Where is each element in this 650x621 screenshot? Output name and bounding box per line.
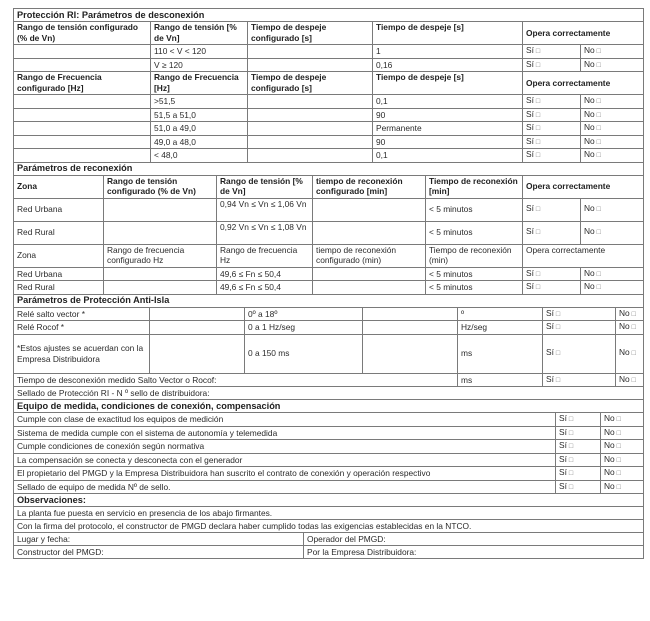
time-configured-field[interactable]	[248, 45, 373, 59]
time-configured-field[interactable]	[248, 95, 373, 109]
configured-field[interactable]	[104, 267, 217, 281]
unit-label: º	[458, 307, 543, 321]
no-checkbox[interactable]: No □	[604, 413, 621, 423]
yes-checkbox[interactable]: Sí □	[559, 454, 573, 464]
time-configured-field[interactable]	[248, 58, 373, 72]
setting-range: 0 a 1 Hz/seg	[245, 321, 363, 335]
range-value: 0,92 Vn ≤ Vn ≤ 1,08 Vn	[217, 221, 313, 244]
col-header: Opera correctamente	[523, 244, 644, 267]
yes-checkbox[interactable]: Sí □	[526, 226, 540, 236]
relay-label: Relé salto vector *	[14, 307, 150, 321]
col-header: Opera correctamente	[523, 72, 644, 95]
table-row	[14, 440, 644, 454]
yes-checkbox[interactable]: Sí □	[526, 136, 540, 146]
configured-field[interactable]	[14, 58, 151, 72]
configured-field[interactable]	[104, 221, 217, 244]
table-row	[14, 426, 644, 440]
configured-field[interactable]	[14, 122, 151, 136]
time-configured-field[interactable]	[248, 149, 373, 163]
col-header: tiempo de reconexión configurado (min)	[313, 244, 426, 267]
configured-field[interactable]	[14, 149, 151, 163]
table-row	[14, 307, 644, 321]
col-header: Opera correctamente	[523, 22, 644, 45]
range-value: 51,0 a 49,0	[151, 122, 248, 136]
no-checkbox[interactable]: No □	[604, 454, 621, 464]
yes-checkbox[interactable]: Sí □	[526, 281, 540, 291]
no-checkbox[interactable]: No □	[584, 149, 601, 159]
no-checkbox[interactable]: No □	[584, 122, 601, 132]
yes-checkbox[interactable]: Sí □	[526, 45, 540, 55]
no-checkbox[interactable]: No □	[604, 467, 621, 477]
value-field[interactable]	[150, 321, 245, 335]
yes-checkbox[interactable]: Sí □	[526, 95, 540, 105]
table-row	[14, 321, 644, 335]
unit-label: ms	[458, 334, 543, 373]
time-configured-field[interactable]	[313, 267, 426, 281]
value-field[interactable]	[150, 307, 245, 321]
col-header: Tiempo de reconexión (min)	[426, 244, 523, 267]
no-checkbox[interactable]: No □	[584, 268, 601, 278]
table-row	[14, 149, 644, 163]
col-header: tiempo de reconexión configurado [min]	[313, 175, 426, 198]
check-label: Sistema de medida cumple con el sistema de autonomía y telemedida	[14, 426, 556, 440]
section-title-anti-island: Parámetros de Protección Anti-Isla	[14, 294, 644, 307]
range-value: 110 < V < 120	[151, 45, 248, 59]
time-configured-field[interactable]	[313, 198, 426, 221]
yes-checkbox[interactable]: Sí □	[559, 427, 573, 437]
range-value: 49,6 ≤ Fn ≤ 50,4	[217, 281, 313, 295]
zone-label: Red Urbana	[14, 198, 104, 221]
col-header: Rango de tensión configurado (% de Vn)	[14, 22, 151, 45]
measured-field[interactable]	[363, 307, 458, 321]
yes-checkbox[interactable]: Sí □	[526, 268, 540, 278]
time-configured-field[interactable]	[248, 135, 373, 149]
time-value: < 5 minutos	[426, 198, 523, 221]
relay-label: Relé Rocof *	[14, 321, 150, 335]
range-value: >51,5	[151, 95, 248, 109]
col-header: Rango de tensión [% de Vn]	[151, 22, 248, 45]
yes-checkbox[interactable]: Sí □	[526, 149, 540, 159]
table-row	[14, 135, 644, 149]
table-row	[14, 198, 644, 221]
col-header: Tiempo de despeje [s]	[373, 72, 523, 95]
setting-range: 0º a 18º	[245, 307, 363, 321]
no-checkbox[interactable]: No □	[619, 321, 636, 331]
no-checkbox[interactable]: No □	[619, 374, 636, 384]
disconnection-table	[13, 8, 644, 163]
table-row	[14, 413, 644, 427]
col-header: Tiempo de despeje configurado [s]	[248, 72, 373, 95]
yes-checkbox[interactable]: Sí □	[559, 481, 573, 491]
check-label: La compensación se conecta y desconecta con el generador	[14, 453, 556, 467]
measured-field[interactable]	[363, 334, 458, 373]
place-date-field[interactable]: Lugar y fecha:	[14, 533, 304, 546]
table-row	[14, 453, 644, 467]
no-checkbox[interactable]: No □	[619, 308, 636, 318]
yes-checkbox[interactable]: Sí □	[526, 122, 540, 132]
configured-field[interactable]	[104, 281, 217, 295]
measured-time-label: Tiempo de desconexión medido Salto Vector o Rocof:	[14, 373, 458, 387]
check-label: Cumple con clase de exactitud los equipos de medición	[14, 413, 556, 427]
unit-label: ms	[458, 373, 543, 387]
time-value: 0,1	[373, 95, 523, 109]
col-header: Tiempo de reconexión [min]	[426, 175, 523, 198]
col-header: Zona	[14, 175, 104, 198]
zone-label: Red Rural	[14, 221, 104, 244]
yes-checkbox[interactable]: Sí □	[526, 109, 540, 119]
time-configured-field[interactable]	[313, 221, 426, 244]
time-value: 90	[373, 108, 523, 122]
table-row	[14, 95, 644, 109]
configured-field[interactable]	[14, 45, 151, 59]
col-header: Rango de tensión configurado (% de Vn)	[104, 175, 217, 198]
section-title-observations: Observaciones:	[14, 494, 644, 507]
col-header: Rango de tensión [% de Vn]	[217, 175, 313, 198]
yes-checkbox[interactable]: Sí □	[559, 413, 573, 423]
time-configured-field[interactable]	[248, 108, 373, 122]
table-row	[14, 45, 644, 59]
configured-field[interactable]	[14, 135, 151, 149]
range-value: 0,94 Vn ≤ Vn ≤ 1,06 Vn	[217, 198, 313, 221]
col-header: Rango de Frecuencia [Hz]	[151, 72, 248, 95]
configured-field[interactable]	[104, 198, 217, 221]
range-value: < 48,0	[151, 149, 248, 163]
range-value: 51,5 a 51,0	[151, 108, 248, 122]
no-checkbox[interactable]: No □	[584, 226, 601, 236]
commissioning-protocol-form	[13, 8, 643, 559]
table-row	[14, 267, 644, 281]
col-header: Tiempo de despeje configurado [s]	[248, 22, 373, 45]
measurement-table	[13, 399, 644, 494]
table-row	[14, 281, 644, 295]
setting-range: 0 a 150 ms	[245, 334, 363, 373]
reconnection-table	[13, 162, 644, 295]
col-header: Zona	[14, 244, 104, 267]
time-configured-field[interactable]	[248, 122, 373, 136]
table-row	[14, 373, 644, 387]
time-configured-field[interactable]	[313, 281, 426, 295]
yes-checkbox[interactable]: Sí □	[526, 59, 540, 69]
time-value: 1	[373, 45, 523, 59]
col-header: Rango de frecuencia configurado Hz	[104, 244, 217, 267]
observations-table	[13, 493, 644, 559]
section-title-reconnection: Parámetros de reconexión	[14, 162, 644, 175]
table-row	[14, 467, 644, 481]
value-field[interactable]	[150, 334, 245, 373]
no-checkbox[interactable]: No □	[584, 59, 601, 69]
zone-label: Red Rural	[14, 281, 104, 295]
note-label: *Estos ajustes se acuerdan con la Empresa Distribuidora	[14, 334, 150, 373]
table-row	[14, 221, 644, 244]
no-checkbox[interactable]: No □	[584, 203, 601, 213]
check-label: El propietario del PMGD y la Empresa Distribuidora han suscrito el contrato de conexión y operación respectivo	[14, 467, 556, 481]
yes-checkbox[interactable]: Sí □	[546, 347, 560, 357]
no-checkbox[interactable]: No □	[584, 109, 601, 119]
range-value: V ≥ 120	[151, 58, 248, 72]
time-value: 90	[373, 135, 523, 149]
no-checkbox[interactable]: No □	[584, 95, 601, 105]
col-header: Opera correctamente	[523, 175, 644, 198]
configured-field[interactable]	[14, 108, 151, 122]
anti-island-table	[13, 294, 644, 401]
configured-field[interactable]	[14, 95, 151, 109]
seal-field[interactable]: Sellado de Protección RI - N º sello de distribuidora:	[14, 387, 644, 400]
constructor-signature-field[interactable]: Constructor del PMGD:	[14, 546, 304, 559]
time-value: < 5 minutos	[426, 281, 523, 295]
no-checkbox[interactable]: No □	[604, 427, 621, 437]
yes-checkbox[interactable]: Sí □	[559, 440, 573, 450]
section-title-measurement: Equipo de medida, condiciones de conexión, compensación	[14, 400, 644, 413]
no-checkbox[interactable]: No □	[604, 440, 621, 450]
section-title-disconnection: Protección RI: Parámetros de desconexión	[14, 9, 644, 22]
table-row	[14, 480, 644, 494]
no-checkbox[interactable]: No □	[584, 45, 601, 55]
col-header: Rango de frecuencia Hz	[217, 244, 313, 267]
table-row	[14, 58, 644, 72]
observation-line: Con la firma del protocolo, el constructor de PMGD declara haber cumplido todas las exigencias establecidas en la NTCO.	[14, 520, 644, 533]
time-value: < 5 minutos	[426, 267, 523, 281]
observation-line: La planta fue puesta en servicio en presencia de los abajo firmantes.	[14, 507, 644, 520]
yes-checkbox[interactable]: Sí □	[546, 321, 560, 331]
yes-checkbox[interactable]: Sí □	[559, 467, 573, 477]
yes-checkbox[interactable]: Sí □	[546, 308, 560, 318]
unit-label: Hz/seg	[458, 321, 543, 335]
measured-field[interactable]	[363, 321, 458, 335]
time-value: 0,16	[373, 58, 523, 72]
time-value: Permanente	[373, 122, 523, 136]
no-checkbox[interactable]: No □	[584, 136, 601, 146]
no-checkbox[interactable]: No □	[584, 281, 601, 291]
distributor-signature-field[interactable]: Por la Empresa Distribuidora:	[304, 546, 644, 559]
yes-checkbox[interactable]: Sí □	[526, 203, 540, 213]
check-label: Cumple condiciones de conexión según normativa	[14, 440, 556, 454]
zone-label: Red Urbana	[14, 267, 104, 281]
check-label: Sellado de equipo de medida Nº de sello.	[14, 480, 556, 494]
operator-signature-field[interactable]: Operador del PMGD:	[304, 533, 644, 546]
table-row	[14, 122, 644, 136]
no-checkbox[interactable]: No □	[604, 481, 621, 491]
no-checkbox[interactable]: No □	[619, 347, 636, 357]
yes-checkbox[interactable]: Sí □	[546, 374, 560, 384]
time-value: 0,1	[373, 149, 523, 163]
range-value: 49,6 ≤ Fn ≤ 50,4	[217, 267, 313, 281]
table-row	[14, 334, 644, 373]
col-header: Tiempo de despeje [s]	[373, 22, 523, 45]
table-row	[14, 108, 644, 122]
time-value: < 5 minutos	[426, 221, 523, 244]
range-value: 49,0 a 48,0	[151, 135, 248, 149]
col-header: Rango de Frecuencia configurado [Hz]	[14, 72, 151, 95]
